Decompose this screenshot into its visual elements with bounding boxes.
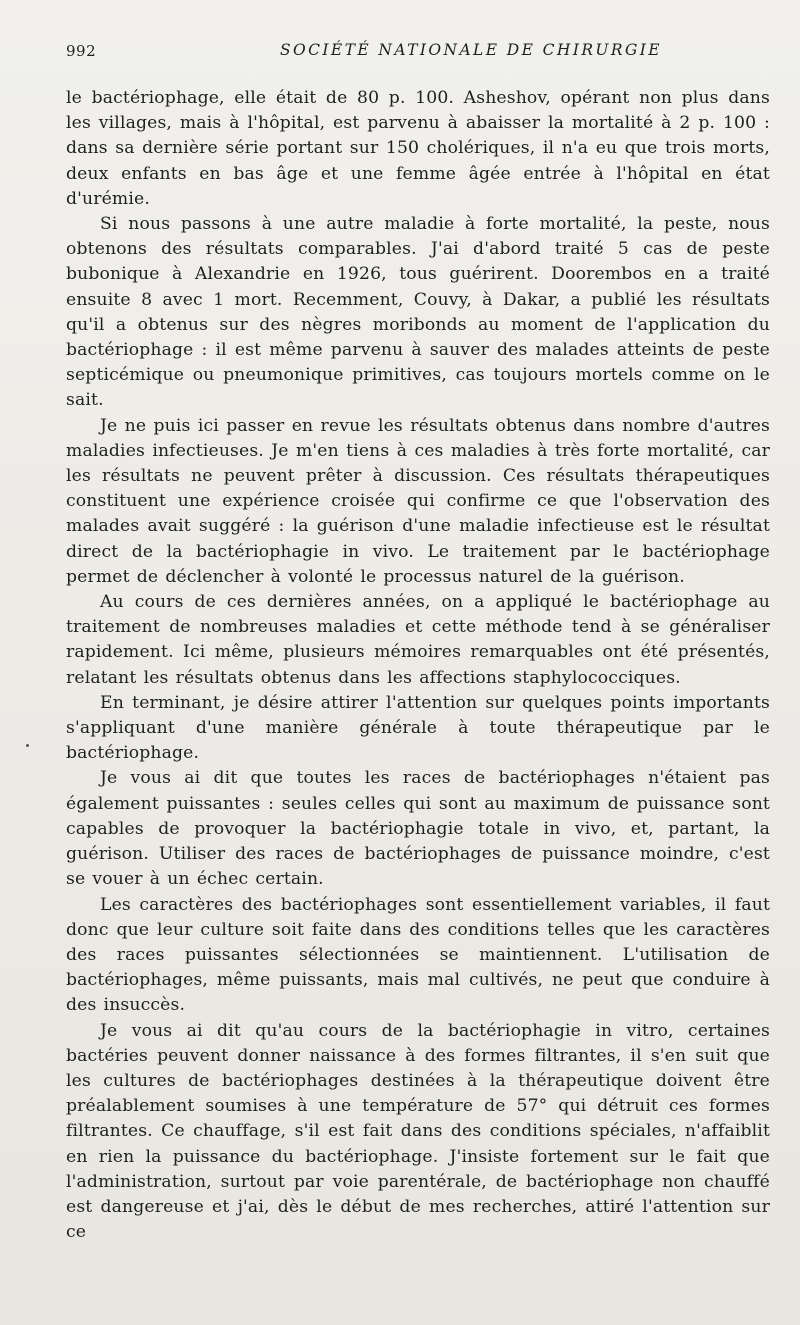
- paragraph-8: Je vous ai dit qu'au cours de la bactériophagie in vitro, certaines bactéries peuvent donner naissance à des formes filtrantes, il s'en suit que les cultures de bactériophages destinées à la thérapeutique doivent être préalablement soumises à une température de 57° qui détruit ces formes filtrantes. Ce chauffage, s'il est fait dans des conditions spéciales, n'affaiblit en rien la puissance du bactériophage. J'insiste fortement sur le fait que l'administration, surtout par voie parentérale, de bactériophage non chauffé est dangereuse et j'ai, dès le début de mes recherches, attiré l'attention sur ce: [66, 1020, 770, 1243]
- page-header: [66, 42, 770, 68]
- paragraph-7: Les caractères des bactériophages sont essentiellement variables, il faut donc que leur culture soit faite dans des conditions telles que les caractères des races puissantes sélectionnées se maintiennent. L'utilisation de bactériophages, même puissants, mais mal cultivés, ne peut que conduire à des insuccès.: [66, 894, 770, 1016]
- page-number: 992: [66, 42, 97, 60]
- paragraph-6: Je vous ai dit que toutes les races de bactériophages n'étaient pas également puissantes : seules celles qui sont au maximum de puissance sont capables de provoquer la bactériophagie totale in vivo, et, partant, la guérison. Utiliser des races de bactériophages de puissance moindre, c'est se vouer à un échec certain.: [66, 768, 770, 890]
- paragraph-1: le bactériophage, elle était de 80 p. 100. Asheshov, opérant non plus dans les villages, mais à l'hôpital, est parvenu à abaisser la mortalité à 2 p. 100 : dans sa dernière série portant sur 150 cholériques, il n'a eu que trois morts, deux enfants en bas âge et une femme âgée entrée à l'hôpital en état d'urémie.: [66, 88, 770, 209]
- paragraph-4: Au cours de ces dernières années, on a appliqué le bactériophage au traitement de nombreuses maladies et cette méthode tend à se généraliser rapidement. Ici même, plusieurs mémoires remarquables ont été présentés, relatant les résultats obtenus dans les affections staphylococciques.: [66, 592, 770, 688]
- margin-speck: [26, 744, 29, 747]
- paragraph-5: En terminant, je désire attirer l'attention sur quelques points importants s'appliquant d'une manière générale à toute thérapeutique par le bactériophage.: [66, 692, 770, 764]
- paragraph-3: Je ne puis ici passer en revue les résultats obtenus dans nombre d'autres maladies infectieuses. Je m'en tiens à ces maladies à très forte mortalité, car les résultats ne peuvent prêter à discussion. Ces résultats thérapeutiques constituent une expérience croisée qui confirme ce que l'observation des malades avait suggéré : la guérison d'une maladie infectieuse est le résultat direct de la bactériophagie in vivo. Le traitement par le bactériophage permet de déclencher à volonté le processus naturel de la guérison.: [66, 415, 770, 587]
- paragraph-2: Si nous passons à une autre maladie à forte mortalité, la peste, nous obtenons des résultats comparables. J'ai d'abord traité 5 cas de peste bubonique à Alexandrie en 1926, tous guérirent. Doorembos en a traité ensuite 8 avec 1 mort. Recemment, Couvy, à Dakar, a publié les résultats qu'il a obtenus sur des nègres moribonds au moment de l'application du bactériophage : il est même parvenu à sauver des malades atteints de peste septicémique ou pneumonique primitives, cas toujours mortels comme on le sait.: [66, 214, 770, 411]
- running-title: SOCIÉTÉ NATIONALE DE CHIRURGIE: [280, 41, 662, 59]
- body-text: [66, 86, 770, 1245]
